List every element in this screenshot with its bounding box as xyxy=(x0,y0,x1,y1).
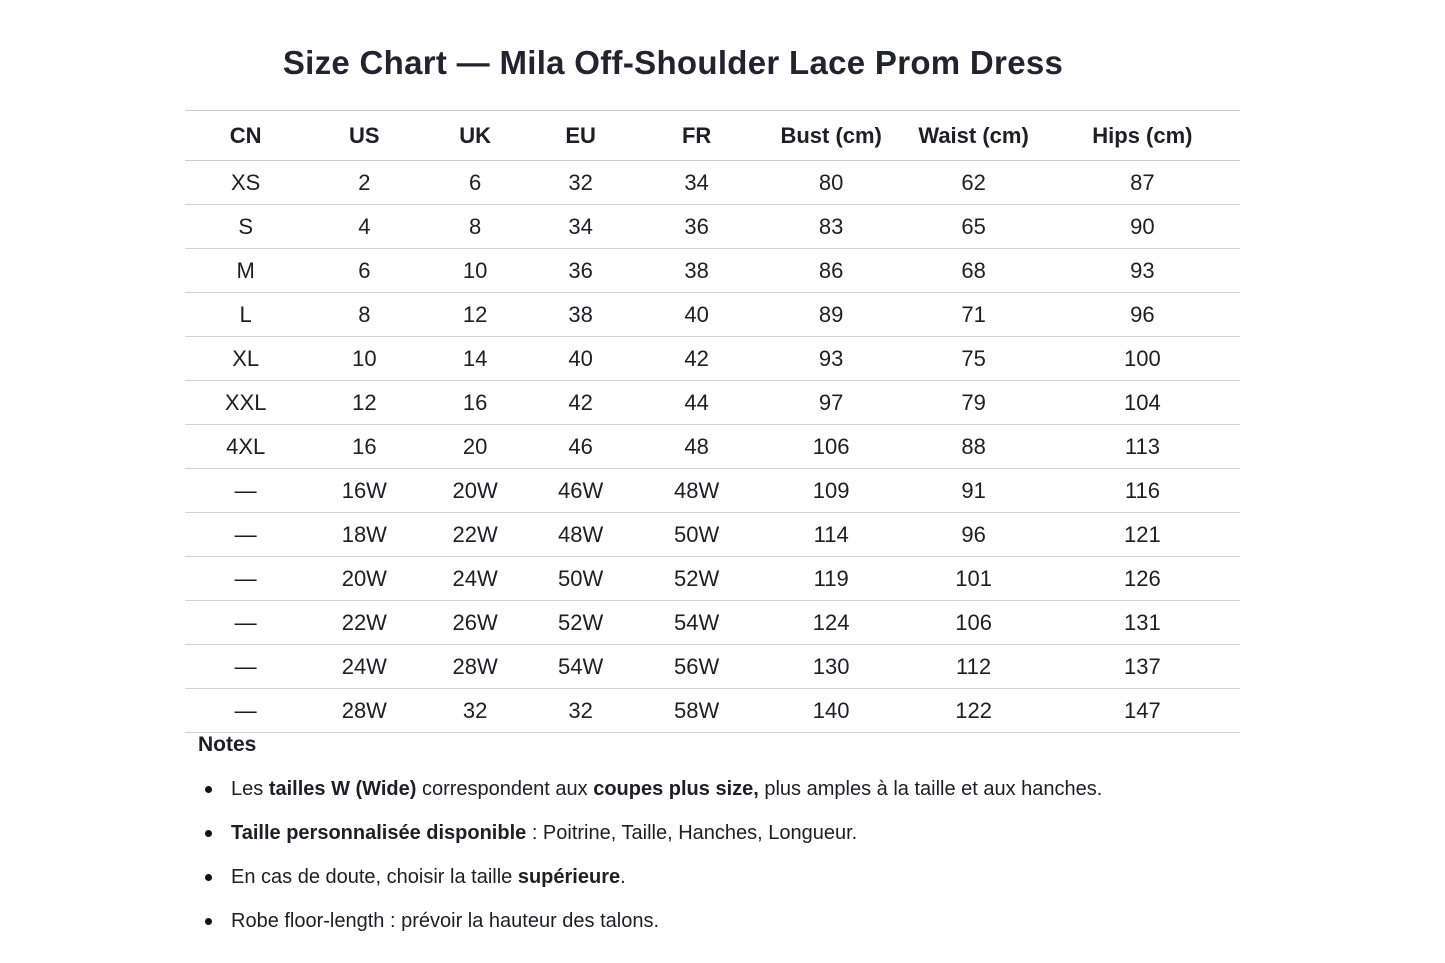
size-cell: 16W xyxy=(341,477,387,503)
bullet-icon xyxy=(205,786,212,793)
size-cell: 56W xyxy=(674,653,720,679)
table-row xyxy=(185,601,1240,645)
size-cell: 137 xyxy=(1124,653,1161,679)
size-cell: 38 xyxy=(568,301,593,327)
size-cell: 58W xyxy=(674,697,720,723)
size-cell: 42 xyxy=(684,345,709,371)
size-cell: 32 xyxy=(462,697,488,723)
size-cell: 8 xyxy=(468,213,482,239)
size-cell: 109 xyxy=(812,477,850,503)
size-cell: M xyxy=(236,257,255,283)
size-cell: 124 xyxy=(812,609,850,635)
size-cell: 106 xyxy=(812,433,850,459)
size-cell: 42 xyxy=(568,389,593,415)
table-row xyxy=(185,205,1240,249)
size-cell: XXL xyxy=(224,389,267,415)
table-row xyxy=(185,513,1240,557)
size-cell: 121 xyxy=(1124,521,1161,547)
column-header-hips-cm: Hips (cm) xyxy=(1092,122,1193,148)
size-cell: 8 xyxy=(358,301,371,327)
note-item xyxy=(198,777,1258,801)
notes-heading: Notes xyxy=(198,733,257,756)
column-header-waist-cm: Waist (cm) xyxy=(918,122,1029,148)
size-cell: 52W xyxy=(557,609,604,635)
note-item xyxy=(198,865,1258,889)
column-header-cn: CN xyxy=(229,122,262,148)
table-row xyxy=(185,249,1240,293)
size-cell: 32 xyxy=(568,697,593,723)
table-row xyxy=(185,469,1240,513)
note-item xyxy=(198,821,1258,845)
size-cell: 10 xyxy=(352,345,377,371)
size-cell: 40 xyxy=(684,301,709,327)
size-cell: 86 xyxy=(818,257,844,283)
size-cell: S xyxy=(238,213,253,239)
size-cell: 90 xyxy=(1130,213,1155,239)
size-cell: 24W xyxy=(341,653,387,679)
size-cell: — xyxy=(234,653,257,679)
size-cell: 88 xyxy=(961,433,986,459)
size-cell: 28W xyxy=(452,653,498,679)
size-cell: 54W xyxy=(674,609,720,635)
size-cell: 96 xyxy=(961,521,986,547)
size-cell: 79 xyxy=(961,389,986,415)
size-cell: 28W xyxy=(341,697,387,723)
size-cell: 106 xyxy=(955,609,992,635)
notes-section xyxy=(198,733,1258,953)
size-cell: 116 xyxy=(1124,477,1160,503)
size-cell: 18W xyxy=(341,521,387,547)
note-text: Les tailles W (Wide) correspondent aux coupes plus size, plus amples à la taille et aux hanches. xyxy=(231,778,1103,800)
size-cell: 126 xyxy=(1124,565,1161,591)
size-cell: 22W xyxy=(452,521,498,547)
size-cell: 93 xyxy=(818,345,844,371)
size-cell: 80 xyxy=(818,169,844,195)
size-cell: 36 xyxy=(568,257,593,283)
size-cell: XL xyxy=(232,345,260,371)
size-cell: 83 xyxy=(818,213,844,239)
size-cell: 4 xyxy=(358,213,371,239)
column-header-uk: UK xyxy=(459,122,491,148)
size-cell: 46 xyxy=(568,433,593,459)
size-cell: 4XL xyxy=(226,433,266,459)
table-row xyxy=(185,337,1240,381)
column-header-us: US xyxy=(349,122,380,148)
size-cell: 20 xyxy=(462,433,488,459)
size-cell: 147 xyxy=(1124,697,1161,723)
size-cell: 40 xyxy=(568,345,593,371)
size-cell: 112 xyxy=(956,653,992,679)
size-cell: 101 xyxy=(955,565,992,591)
table-header-row xyxy=(185,111,1240,161)
size-cell: 71 xyxy=(961,301,986,327)
size-cell: 52W xyxy=(674,565,720,591)
size-cell: 36 xyxy=(684,213,709,239)
size-cell: 20W xyxy=(452,477,498,503)
size-cell: — xyxy=(234,477,257,503)
size-cell: 131 xyxy=(1124,609,1161,635)
size-cell: — xyxy=(234,521,257,547)
column-header-eu: EU xyxy=(565,122,596,148)
size-cell: 22W xyxy=(341,609,387,635)
size-cell: L xyxy=(239,301,252,327)
size-cell: 93 xyxy=(1130,257,1155,283)
size-cell: 50W xyxy=(557,565,604,591)
size-cell: — xyxy=(234,565,257,591)
size-cell: 26W xyxy=(452,609,498,635)
size-cell: 96 xyxy=(1130,301,1155,327)
table-row xyxy=(185,161,1240,205)
note-item xyxy=(198,909,1258,933)
note-text: Robe floor-length : prévoir la hauteur des talons. xyxy=(231,910,660,932)
table-row xyxy=(185,689,1240,733)
size-cell: 62 xyxy=(961,169,986,195)
table-row xyxy=(185,645,1240,689)
bullet-icon xyxy=(205,830,212,837)
size-cell: 113 xyxy=(1124,433,1160,459)
size-cell: 6 xyxy=(468,169,482,195)
size-cell: 91 xyxy=(961,477,986,503)
size-cell: 114 xyxy=(813,521,849,547)
page-title: Size Chart — Mila Off-Shoulder Lace Prom Dress xyxy=(282,44,1064,81)
size-cell: 2 xyxy=(358,169,371,195)
size-cell: XS xyxy=(230,169,261,195)
size-cell: 32 xyxy=(568,169,593,195)
size-cell: 34 xyxy=(568,213,593,239)
size-cell: 10 xyxy=(462,257,488,283)
size-cell: 44 xyxy=(684,389,709,415)
size-cell: 100 xyxy=(1124,345,1161,371)
size-cell: 14 xyxy=(462,345,488,371)
size-cell: 12 xyxy=(462,301,488,327)
size-cell: 89 xyxy=(818,301,844,327)
note-text: Taille personnalisée disponible : Poitrine, Taille, Hanches, Longueur. xyxy=(231,822,858,844)
size-cell: 48W xyxy=(557,521,604,547)
size-cell: 122 xyxy=(955,697,992,723)
size-cell: 54W xyxy=(557,653,604,679)
size-cell: 87 xyxy=(1130,169,1155,195)
size-cell: 16 xyxy=(462,389,488,415)
size-cell: 97 xyxy=(818,389,844,415)
size-chart-table xyxy=(185,110,1240,733)
size-cell: 16 xyxy=(352,433,377,459)
size-cell: 48 xyxy=(684,433,709,459)
size-cell: 68 xyxy=(961,257,986,283)
bullet-icon xyxy=(205,918,212,925)
table-body xyxy=(185,161,1240,733)
table-row xyxy=(185,381,1240,425)
size-cell: 50W xyxy=(674,521,720,547)
size-cell: — xyxy=(234,609,257,635)
size-cell: 12 xyxy=(352,389,377,415)
column-header-bust-cm: Bust (cm) xyxy=(780,122,882,148)
size-cell: 140 xyxy=(812,697,850,723)
table-row xyxy=(185,557,1240,601)
size-cell: 46W xyxy=(557,477,604,503)
size-cell: 48W xyxy=(674,477,720,503)
size-cell: 20W xyxy=(341,565,387,591)
size-cell: 6 xyxy=(358,257,371,283)
size-cell: 38 xyxy=(684,257,709,283)
bullet-icon xyxy=(205,874,212,881)
size-cell: 34 xyxy=(684,169,709,195)
table-header xyxy=(185,111,1240,161)
size-cell: 24W xyxy=(452,565,498,591)
size-cell: 104 xyxy=(1124,389,1161,415)
size-cell: 130 xyxy=(812,653,850,679)
size-cell: — xyxy=(234,697,257,723)
column-header-fr: FR xyxy=(681,122,712,148)
size-cell: 119 xyxy=(813,565,849,591)
size-cell: 75 xyxy=(961,345,986,371)
notes-list xyxy=(198,777,1258,933)
table-row xyxy=(185,425,1240,469)
note-text: En cas de doute, choisir la taille supérieure. xyxy=(231,866,626,888)
table-row xyxy=(185,293,1240,337)
size-cell: 65 xyxy=(961,213,986,239)
